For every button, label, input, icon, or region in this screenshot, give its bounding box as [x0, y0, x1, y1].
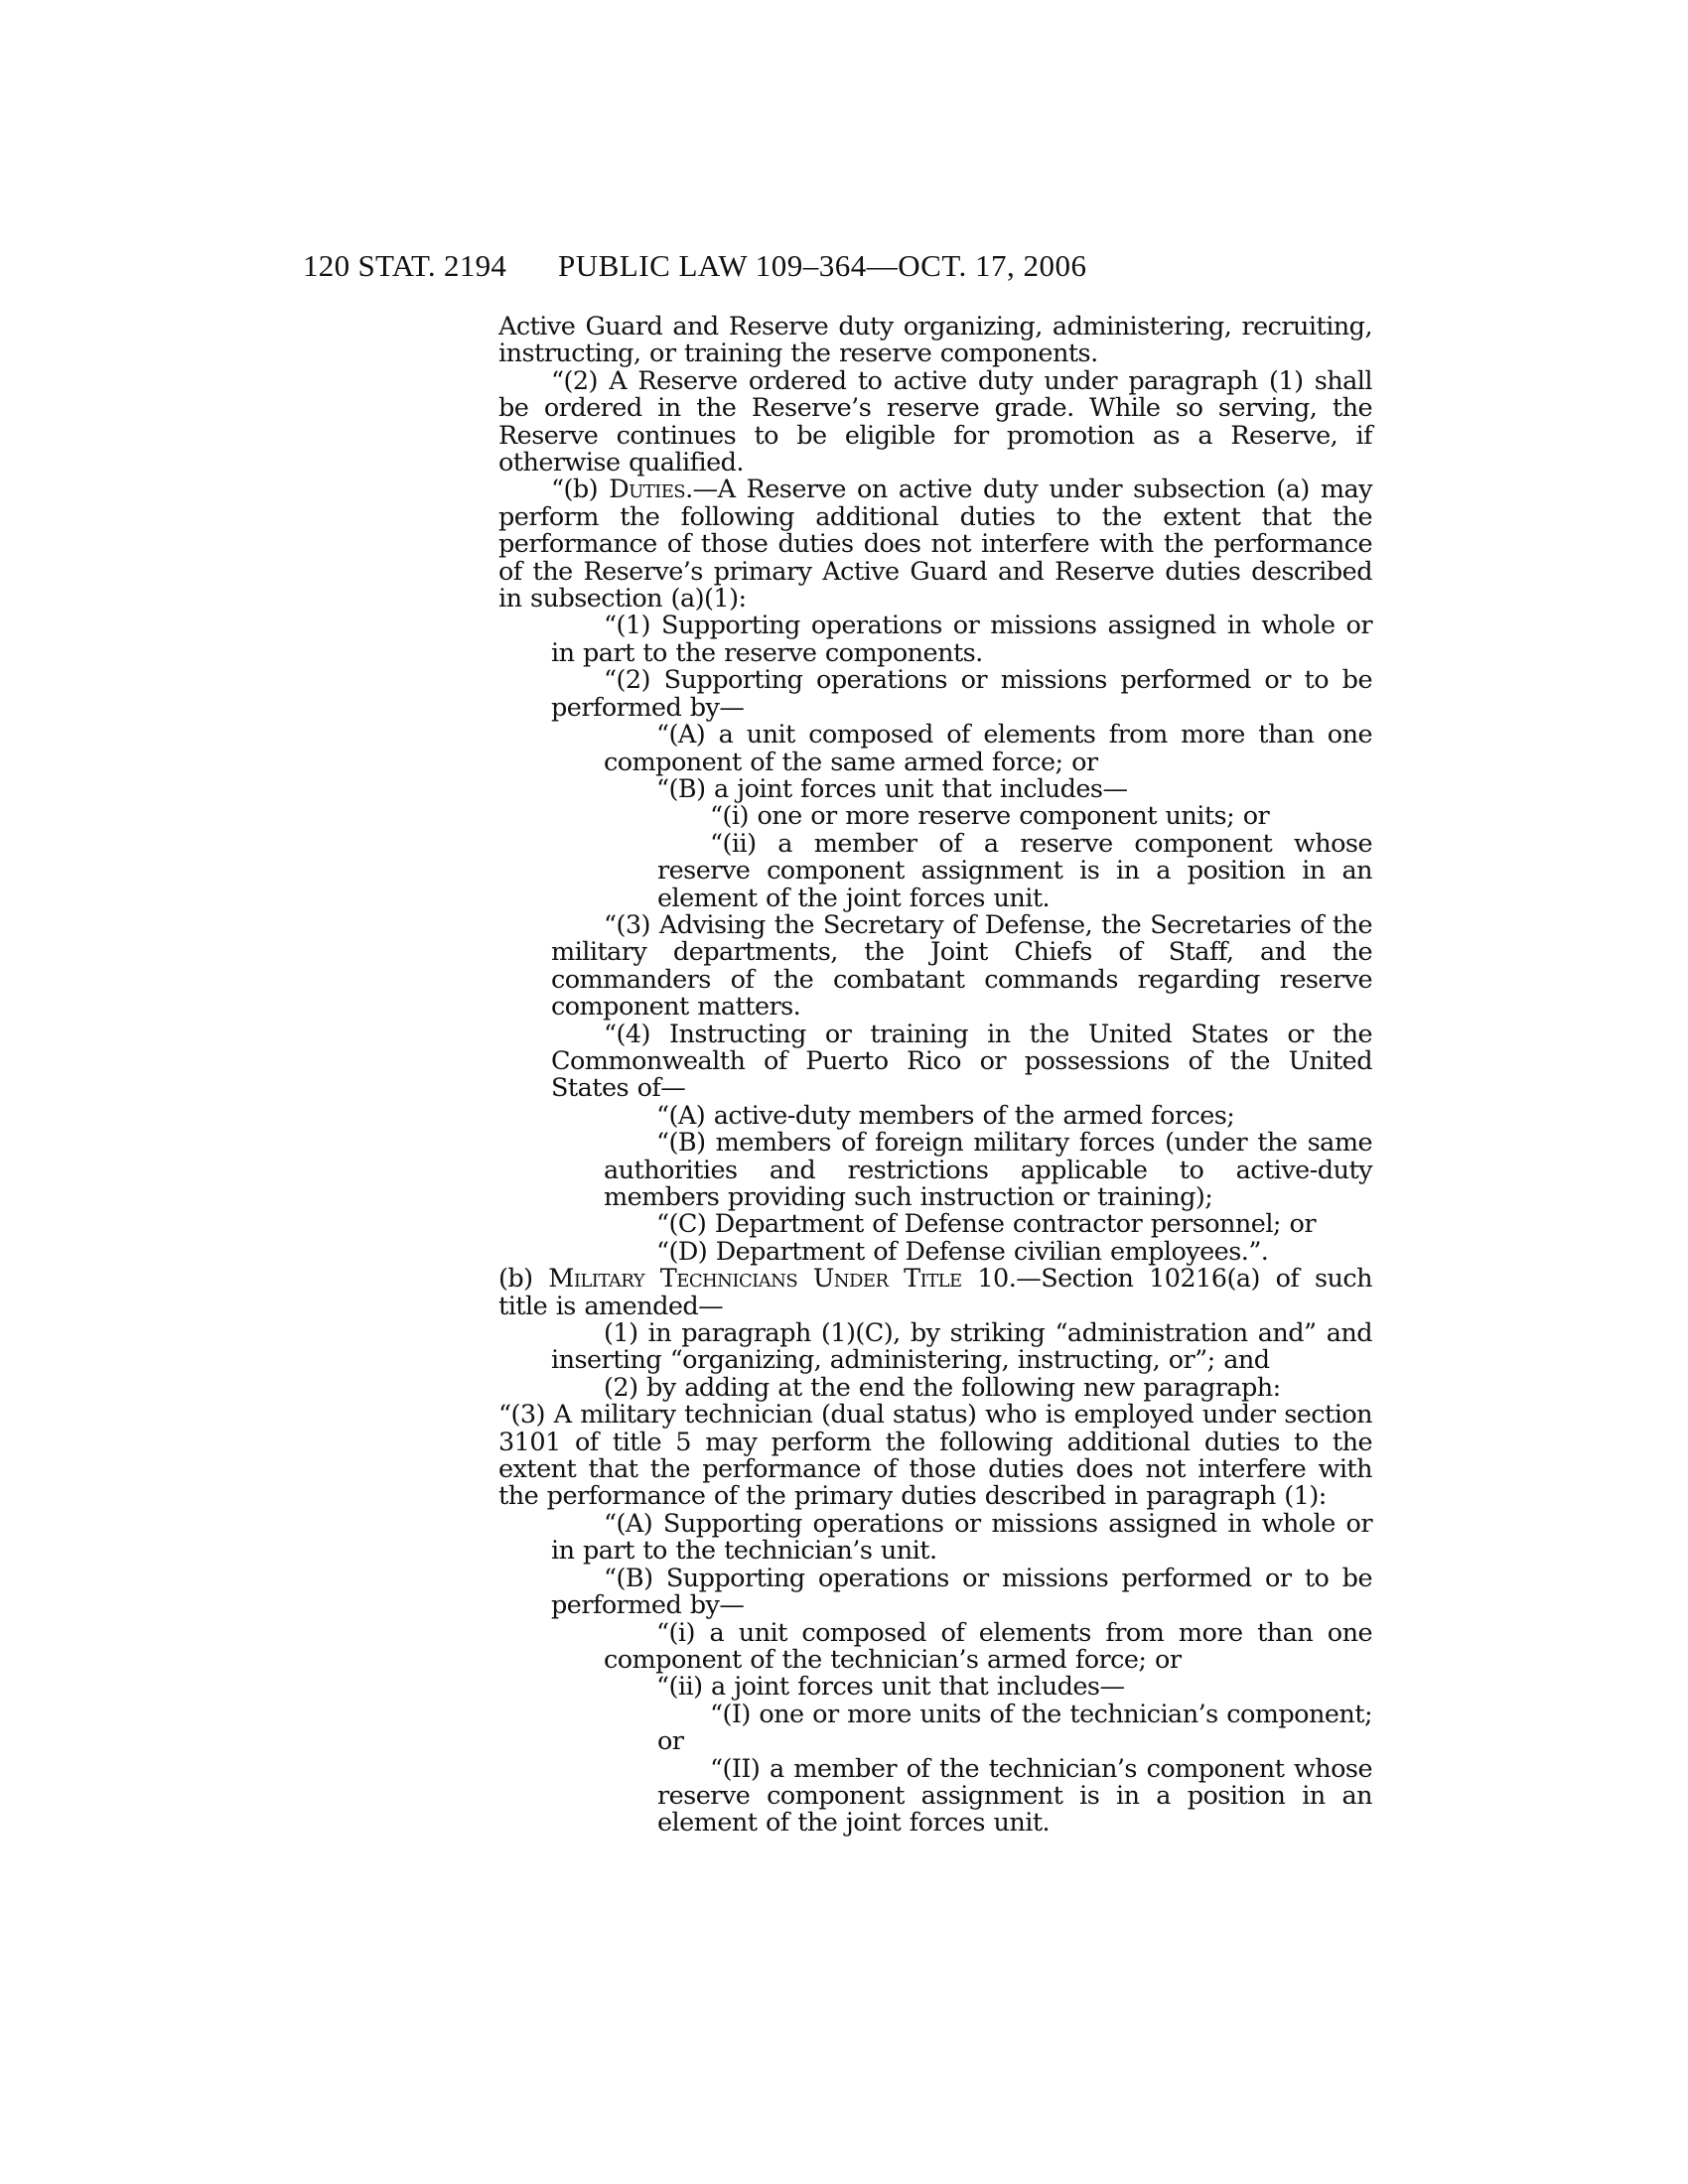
paragraph: (2) by adding at the end the following new paragraph:: [604, 1372, 1281, 1403]
paragraph: “(D) Department of Defense civilian employees.”.: [656, 1236, 1269, 1267]
subsection-label: “(b): [551, 475, 610, 505]
section-military-technicians: [498, 1266, 1372, 1320]
paragraph: Active Guard and Reserve duty organizing, administering, recruiting, instructing, or training the reserve components.: [498, 312, 1372, 369]
public-law-title: PUBLIC LAW 109–364—OCT. 17, 2006: [558, 248, 1087, 283]
section-heading: Military Technicians Under Title 10.: [548, 1264, 1017, 1295]
paragraph: “(A) a unit composed of elements from more than one component of the same armed force; or: [604, 720, 1372, 777]
paragraph: “(3) A military technician (dual status) who is employed under section 3101 of title 5 may perform the following additional duties to the extent that the performance of those duties does not interfere with the performance of the primary duties described in paragraph (1):: [498, 1400, 1372, 1512]
paragraph: “(3) Advising the Secretary of Defense, the Secretaries of the military departments, the Joint Chiefs of Staff, and the commanders of the combatant commands regarding reserve component matters.: [551, 909, 1372, 1023]
paragraph: “(i) one or more reserve component units; or: [710, 801, 1270, 832]
paragraph: “(2) Supporting operations or missions performed or to be performed by—: [551, 665, 1372, 723]
paragraph: “(B) Supporting operations or missions performed or to be performed by—: [551, 1563, 1372, 1621]
paragraph: “(B) a joint forces unit that includes—: [656, 773, 1128, 804]
subsection-heading: Duties.: [609, 475, 693, 505]
paragraph: “(C) Department of Defense contractor personnel; or: [656, 1209, 1316, 1240]
paragraph: “(2) A Reserve ordered to active duty under paragraph (1) shall be ordered in the Reserve’s reserve grade. While so serving, the Reserve continues to be eligible for promotion as a Reserve, if otherwise qualified.: [498, 365, 1372, 478]
statute-page-number: 120 STAT. 2194: [303, 248, 507, 283]
paragraph: (1) in paragraph (1)(C), by striking “administration and” and inserting “organizing, administering, instructing, or”; and: [551, 1318, 1372, 1376]
paragraph: “(II) a member of the technician’s component whose reserve component assignment is in a position in an element of the joint forces unit.: [657, 1753, 1372, 1839]
paragraph: “(A) active-duty members of the armed forces;: [656, 1100, 1235, 1131]
paragraph: “(ii) a member of a reserve component whose reserve component assignment is in a position in an element of the joint forces unit.: [657, 828, 1372, 913]
subsection-b-duties: [498, 477, 1372, 613]
paragraph: “(A) Supporting operations or missions assigned in whole or in part to the technician’s unit.: [551, 1508, 1372, 1567]
paragraph: “(1) Supporting operations or missions assigned in whole or in part to the reserve components.: [551, 611, 1372, 668]
paragraph: “(ii) a joint forces unit that includes—: [656, 1672, 1125, 1703]
paragraph: “(i) a unit composed of elements from more than one component of the technician’s armed force; or: [604, 1617, 1372, 1675]
section-text: —Section 10216(a) of such title is amended—: [498, 1264, 1372, 1321]
paragraph: “(I) one or more units of the technician’s component; or: [657, 1699, 1372, 1757]
document-body: [498, 314, 1372, 1838]
paragraph: “(4) Instructing or training in the United States or the Commonwealth of Puerto Rico or possessions of the United States of—: [551, 1019, 1372, 1104]
section-label: (b): [498, 1264, 549, 1295]
paragraph: “(B) members of foreign military forces (under the same authorities and restrictions applicable to active-duty members providing such instruction or training);: [604, 1128, 1372, 1212]
subsection-text: —A Reserve on active duty under subsection (a) may perform the following additional duties to the extent that the performance of those duties does not interfere with the performance of the Reserve’s primary Active Guard and Reserve duties described in subsection (a)(1):: [498, 475, 1372, 614]
page-header: [0, 248, 1688, 288]
